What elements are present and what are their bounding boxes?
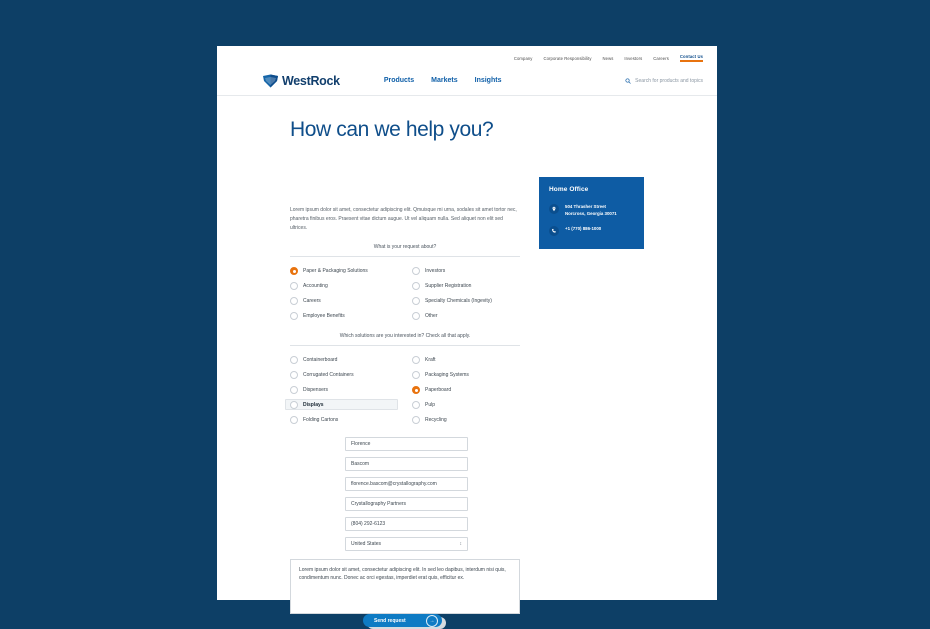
radio-dot-icon: [290, 312, 298, 320]
email-field[interactable]: florence.bascom@crystallography.com: [345, 477, 468, 491]
radio-recycling[interactable]: [412, 414, 520, 425]
option-label: Accounting: [303, 282, 328, 289]
radio-dot-icon: [412, 416, 420, 424]
page-title: How can we help you?: [290, 118, 494, 141]
utility-link-contact-us[interactable]: Contact Us: [680, 54, 703, 62]
send-request-button[interactable]: [363, 614, 442, 627]
option-label: Packaging Systems: [425, 371, 469, 378]
option-label: Employee Benefits: [303, 312, 345, 319]
radio-corrugated-containers[interactable]: [290, 369, 398, 380]
radio-dot-icon: [412, 312, 420, 320]
utility-link-investors[interactable]: Investors: [624, 55, 643, 61]
request-question-label: What is your request about?: [373, 244, 437, 250]
radio-dot-icon: [412, 371, 420, 379]
address-line-1: 504 Thrasher Street: [565, 204, 606, 209]
divider-2: [290, 345, 520, 346]
browser-page: [217, 46, 717, 624]
search-box[interactable]: [625, 78, 703, 84]
contact-form: [290, 244, 520, 614]
page-intro-text: Lorem ipsum dolor sit amet, consectetur adipiscing elit. Qmuisque mi urna, sodales sit amet tortor nec, pharetra finibus eros. Praesent vitae dictum augue. Ut vel aliquam nulla. Sed aliquet non elit sed ultrices.: [290, 207, 517, 231]
utility-nav: [217, 46, 717, 66]
option-label: Dispensers: [303, 386, 329, 393]
radio-paperboard[interactable]: [412, 384, 520, 395]
radio-dot-icon: [290, 267, 298, 275]
radio-careers[interactable]: [290, 295, 398, 306]
request-options-group: [290, 265, 520, 321]
radio-dot-icon: [412, 356, 420, 364]
solutions-question-label: Which solutions are you interested in? Check all that apply.: [339, 333, 471, 339]
text-fields: [290, 437, 520, 551]
radio-employee-benefits[interactable]: [290, 310, 398, 321]
option-label: Folding Cartons: [303, 416, 339, 423]
radio-dot-icon: [412, 282, 420, 290]
phone-field[interactable]: (804) 292-6123: [345, 517, 468, 531]
radio-folding-cartons[interactable]: [290, 414, 398, 425]
radio-dot-icon: [290, 401, 298, 409]
option-label: Displays: [303, 401, 324, 408]
option-label: Corrugated Containers: [303, 371, 354, 378]
radio-dot-icon: [290, 297, 298, 305]
radio-dispensers[interactable]: [290, 384, 398, 395]
nav-links: [384, 77, 502, 84]
radio-specialty-chemicals[interactable]: [412, 295, 520, 306]
radio-accounting[interactable]: [290, 280, 398, 291]
option-label: Supplier Registration: [425, 282, 472, 289]
home-office-card: [539, 177, 644, 249]
radio-kraft[interactable]: [412, 354, 520, 365]
address-text: [565, 204, 617, 217]
option-label: Specialty Chemicals (Ingevity): [425, 297, 492, 304]
option-label: Kraft: [425, 356, 436, 363]
radio-dot-icon: [290, 282, 298, 290]
radio-packaging-systems[interactable]: [412, 369, 520, 380]
phone-row: [549, 226, 634, 236]
radio-dot-icon: [412, 297, 420, 305]
option-label: Recycling: [425, 416, 447, 423]
radio-dot-icon: [412, 401, 420, 409]
option-label: Pulp: [425, 401, 436, 408]
option-label: Paper & Packaging Solutions: [303, 267, 368, 274]
utility-link-news[interactable]: News: [602, 55, 614, 61]
search-input[interactable]: Search for products and topics: [635, 77, 703, 84]
radio-dot-icon: [290, 371, 298, 379]
radio-dot-icon: [290, 356, 298, 364]
map-pin-icon: [549, 204, 559, 214]
last-name-field[interactable]: Bascom: [345, 457, 468, 471]
logo-text: WestRock: [282, 73, 340, 88]
phone-text: +1 (770) 886-1000: [565, 226, 602, 231]
radio-dot-icon: [290, 416, 298, 424]
search-icon: [625, 78, 631, 84]
country-select[interactable]: [345, 537, 468, 551]
option-label: Paperboard: [425, 386, 452, 393]
main-nav: [217, 66, 717, 96]
radio-pulp[interactable]: [412, 399, 520, 410]
radio-other[interactable]: [412, 310, 520, 321]
utility-link-corporate-responsibility[interactable]: Corporate Responsibility: [543, 55, 592, 61]
option-label: Other: [425, 312, 438, 319]
radio-containerboard[interactable]: [290, 354, 398, 365]
radio-supplier-registration[interactable]: [412, 280, 520, 291]
nav-item-products[interactable]: Products: [383, 77, 415, 84]
submit-area: [363, 614, 446, 629]
radio-investors[interactable]: [412, 265, 520, 276]
message-textarea[interactable]: Lorem ipsum dolor sit amet, consectetur adipiscing elit. In sed leo dapibus, interdum nisi quis, condimentum nunc. Donec ac orci egestas, imperdiet erat quis, efficitur ex.: [290, 559, 520, 614]
address-row: [549, 204, 634, 217]
nav-item-markets[interactable]: Markets: [431, 77, 458, 84]
radio-displays[interactable]: [285, 399, 398, 410]
radio-dot-icon: [290, 386, 298, 394]
option-label: Careers: [303, 297, 321, 304]
home-office-title: Home Office: [549, 186, 589, 193]
page-content: [217, 96, 717, 624]
nav-item-insights[interactable]: Insights: [474, 77, 502, 84]
solution-options-group: [290, 354, 520, 425]
address-line-2: Norcross, Georgia 30071: [565, 210, 617, 216]
radio-paper-packaging-solutions[interactable]: [290, 265, 398, 276]
company-field[interactable]: Crystallography Partners: [345, 497, 468, 511]
westrock-logo-icon: [262, 74, 279, 88]
radio-dot-icon: [412, 386, 420, 394]
radio-dot-icon: [412, 267, 420, 275]
first-name-field[interactable]: Florence: [345, 437, 468, 451]
logo[interactable]: [262, 74, 340, 88]
phone-icon: [549, 226, 559, 236]
send-request-label: Send request: [374, 617, 406, 624]
option-label: Investors: [425, 267, 446, 274]
option-label: Containerboard: [303, 356, 338, 363]
utility-link-careers[interactable]: Careers: [653, 55, 669, 61]
divider-1: [290, 256, 520, 257]
utility-link-company[interactable]: Company: [513, 55, 533, 61]
arrow-right-icon: →: [426, 615, 438, 627]
country-value: United States: [351, 541, 382, 547]
